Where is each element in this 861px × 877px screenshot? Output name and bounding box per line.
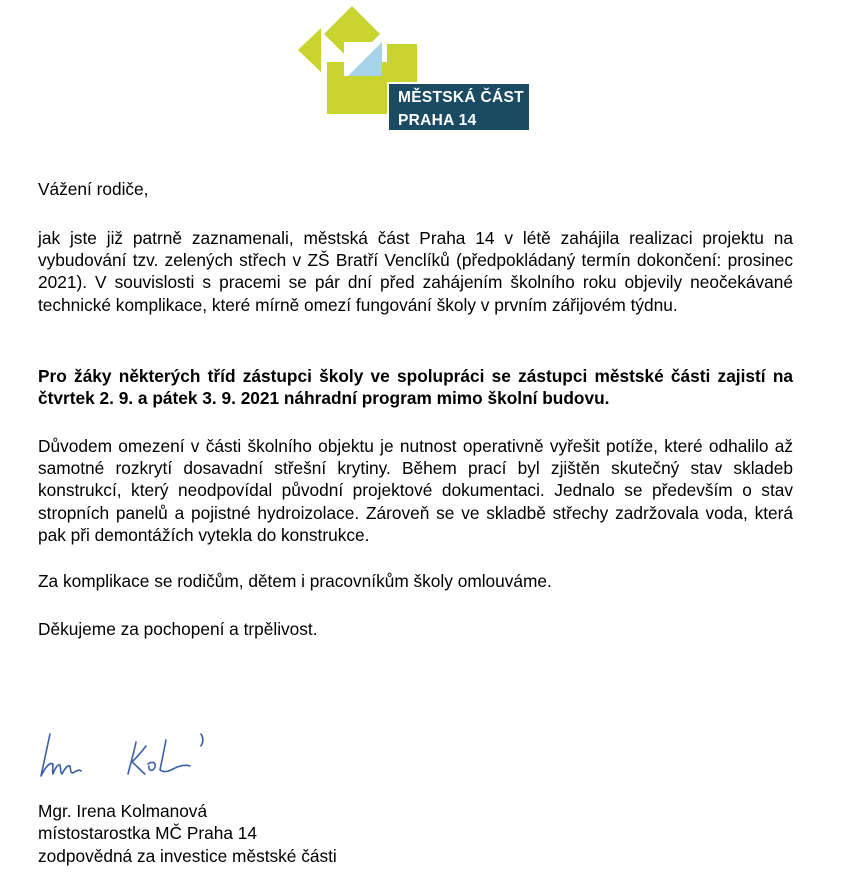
logo-badge: [389, 84, 529, 130]
paragraph-apology: Za komplikace se rodičům, dětem i pracovníkům školy omlouváme.: [38, 571, 552, 591]
signatory-title: místostarostka MČ Praha 14: [38, 823, 257, 843]
signatory-role: zodpovědná za investice městské části: [38, 846, 337, 866]
logo-green-triangle: [298, 28, 321, 72]
logo-text-line1: MĚSTSKÁ ČÁST: [398, 89, 524, 106]
paragraph-reason: Důvodem omezení v části školního objektu je nutnost operativně vyřešit potíže, které odhalilo až samotné rozkrytí dosavadní střešní krytiny. Během prací byl zjištěn skutečný stav skladeb konstrukcí, který neodpovídal původní projektové dokumentaci. Jednalo se především o stav stropních panelů a pojistné hydroizolace. Zároveň se ve skladbě střechy zadržovala voda, která pak při demontážích vytekla do konstrukce.: [38, 436, 793, 545]
handwritten-signature: [38, 728, 213, 788]
paragraph-thanks: Děkujeme za pochopení a trpělivost.: [38, 619, 318, 639]
salutation: Vážení rodiče,: [38, 179, 149, 199]
paragraph-intro: jak jste již patrně zaznamenali, městská část Praha 14 v létě zahájila realizaci projektu na vybudování tzv. zelených střech v ZŠ Bratří Venclíků (předpokládaný termín dokončení: prosinec 2021). V souvislosti s pracemi se pár dní před zahájením školního roku objevily neočekávané technické komplikace, které mírně omezí fungování školy v prvním zářijovém týdnu.: [38, 228, 793, 315]
signatory-name: Mgr. Irena Kolmanová: [38, 801, 208, 821]
logo-green-right: [387, 44, 417, 82]
paragraph-announcement: Pro žáky některých tříd zástupci školy ve spolupráci se zástupci městské části zajistí na čtvrtek 2. 9. a pátek 3. 9. 2021 náhradní program mimo školní budovu.: [38, 366, 793, 409]
logo-text-line2: PRAHA 14: [398, 112, 477, 129]
